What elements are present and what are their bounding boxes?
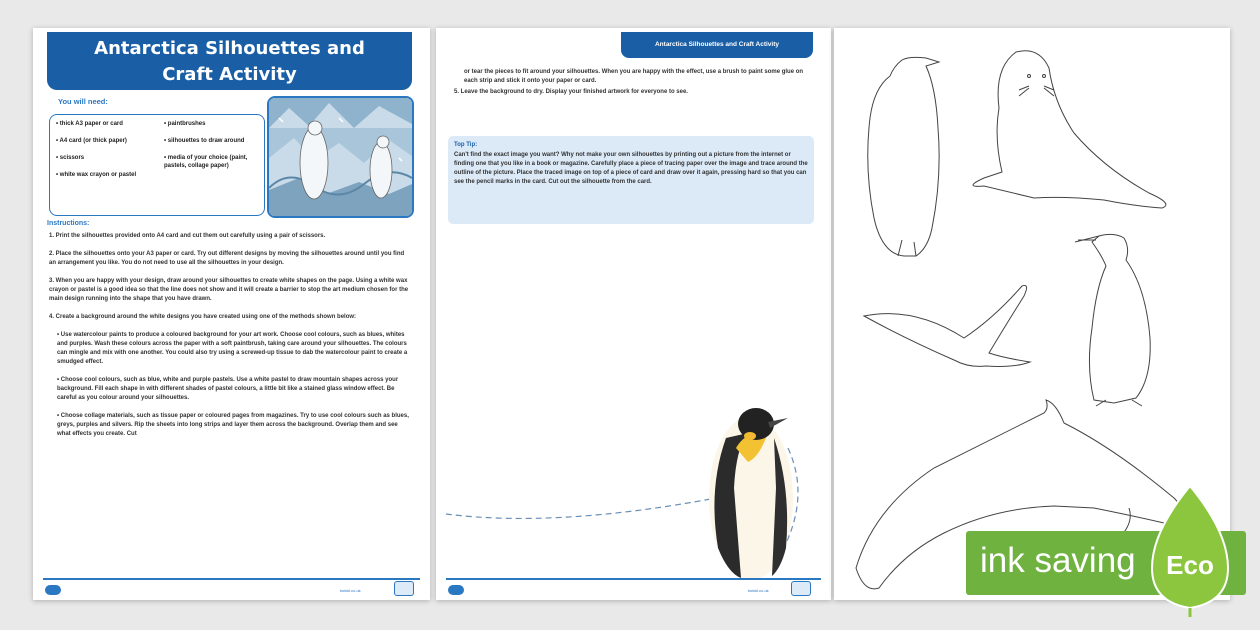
method-bullet: • Choose collage materials, such as tissue paper or coloured pages from magazines. Try to use cool colours such as blues, greys, purples and silvers. Rip the sheets into long strips and layer them across the background. Overlap them and see what effects you create. Cut (57, 413, 409, 437)
penguin-silhouette (868, 57, 939, 256)
material-item: • paintbrushes (164, 121, 206, 127)
footer-url: twinkl.co.uk (340, 588, 361, 593)
material-item: • scissors (56, 155, 85, 161)
title-line-1: Antarctica Silhouettes and (94, 38, 365, 59)
example-artwork-image (267, 96, 414, 218)
top-tip-body: Can't find the exact image you want? Why not make your own silhouettes by printing out a picture from the internet or finding one that you like in a book or magazine. Carefully place a piece of tracing paper over the image and trace around the outline of the picture. Place the traced image on top of a piece of card and draw over it again, pressing hard so that you can see the pencil marks in the card. Cut out the silhouette from the card. (454, 152, 808, 185)
instructions-list (49, 232, 409, 448)
continued-instructions (454, 68, 814, 97)
footer-divider (446, 578, 821, 580)
page-title (47, 32, 412, 90)
penguin-illustration (436, 378, 831, 578)
instruction-step: 3. When you are happy with your design, draw around your silhouettes to create white shapes on the page. Using a white wax crayon or pastel is a good idea so that the line does not show and it will create a barrier to stop the art medium chosen for the main design running into the shape that you have drawn. (49, 278, 409, 302)
footer-url: twinkl.co.uk (748, 588, 769, 593)
top-tip-box (448, 136, 814, 224)
activity-page-1 (33, 28, 430, 600)
method-bullet: • Choose cool colours, such as blue, white and purple pastels. Use a white pastel to draw mountain shapes across your background. Fill each shape in with different shades of pastel colours, a little bit like a stained glass window effect. Be careful as you colour around your silhouettes. (57, 377, 399, 401)
twinkl-logo-icon (448, 585, 464, 595)
twinkl-logo-icon (45, 585, 61, 595)
materials-list (49, 114, 265, 216)
material-item: • thick A3 paper or card (56, 121, 123, 127)
method-bullet: • Use watercolour paints to produce a coloured background for your art work. Choose cool colours, such as blues, whites and purples. Wash these colours across the paper with a soft paintbrush, taking care around your silhouettes. The colours can mingle and mix with one another. You could also try using a screwed-up tissue to dab the watercolour paint to create a smudged effect. (57, 332, 408, 365)
instruction-step: 4. Create a background around the white designs you have created using one of the methods shown below: (49, 314, 357, 320)
title-line-2: Craft Activity (162, 64, 297, 85)
page-header: Antarctica Silhouettes and Craft Activity (621, 32, 813, 58)
king-penguin-silhouette (1089, 234, 1150, 403)
footer-divider (43, 578, 420, 580)
twinkl-badge-icon (791, 581, 811, 596)
seal-silhouette (973, 51, 1166, 208)
instruction-step: 2. Place the silhouettes onto your A3 paper or card. Try out different designs by moving the silhouettes around until you find an arrangement you like. You do not need to use all the silhouettes in your design. (49, 251, 405, 266)
activity-page-2 (436, 28, 831, 600)
top-tip-title: Top Tip: (454, 142, 478, 148)
eco-leaf-icon (1144, 482, 1236, 617)
twinkl-badge-icon (394, 581, 414, 596)
material-item: • silhouettes to draw around (164, 138, 245, 144)
materials-column-left (56, 120, 151, 188)
instruction-step: 1. Print the silhouettes provided onto A4 card and cut them out carefully using a pair of scissors. (49, 233, 326, 239)
materials-column-right (164, 120, 259, 179)
instruction-step-5: 5. Leave the background to dry. Display your finished artwork for everyone to see. (454, 89, 688, 95)
albatross-silhouette (864, 285, 1030, 366)
instructions-heading: Instructions: (47, 220, 90, 227)
eco-label: Eco (1166, 550, 1214, 580)
material-item: • media of your choice (paint, pastels, collage paper) (164, 155, 248, 169)
material-item: • white wax crayon or pastel (56, 172, 137, 178)
ink-saving-text: ink saving (980, 541, 1136, 580)
you-will-need-heading: You will need: (58, 97, 108, 106)
continuation-text: or tear the pieces to fit around your silhouettes. When you are happy with the effect, use a brush to paint some glue on each strip and stick it onto your paper or card. (464, 69, 804, 84)
material-item: • A4 card (or thick paper) (56, 138, 127, 144)
